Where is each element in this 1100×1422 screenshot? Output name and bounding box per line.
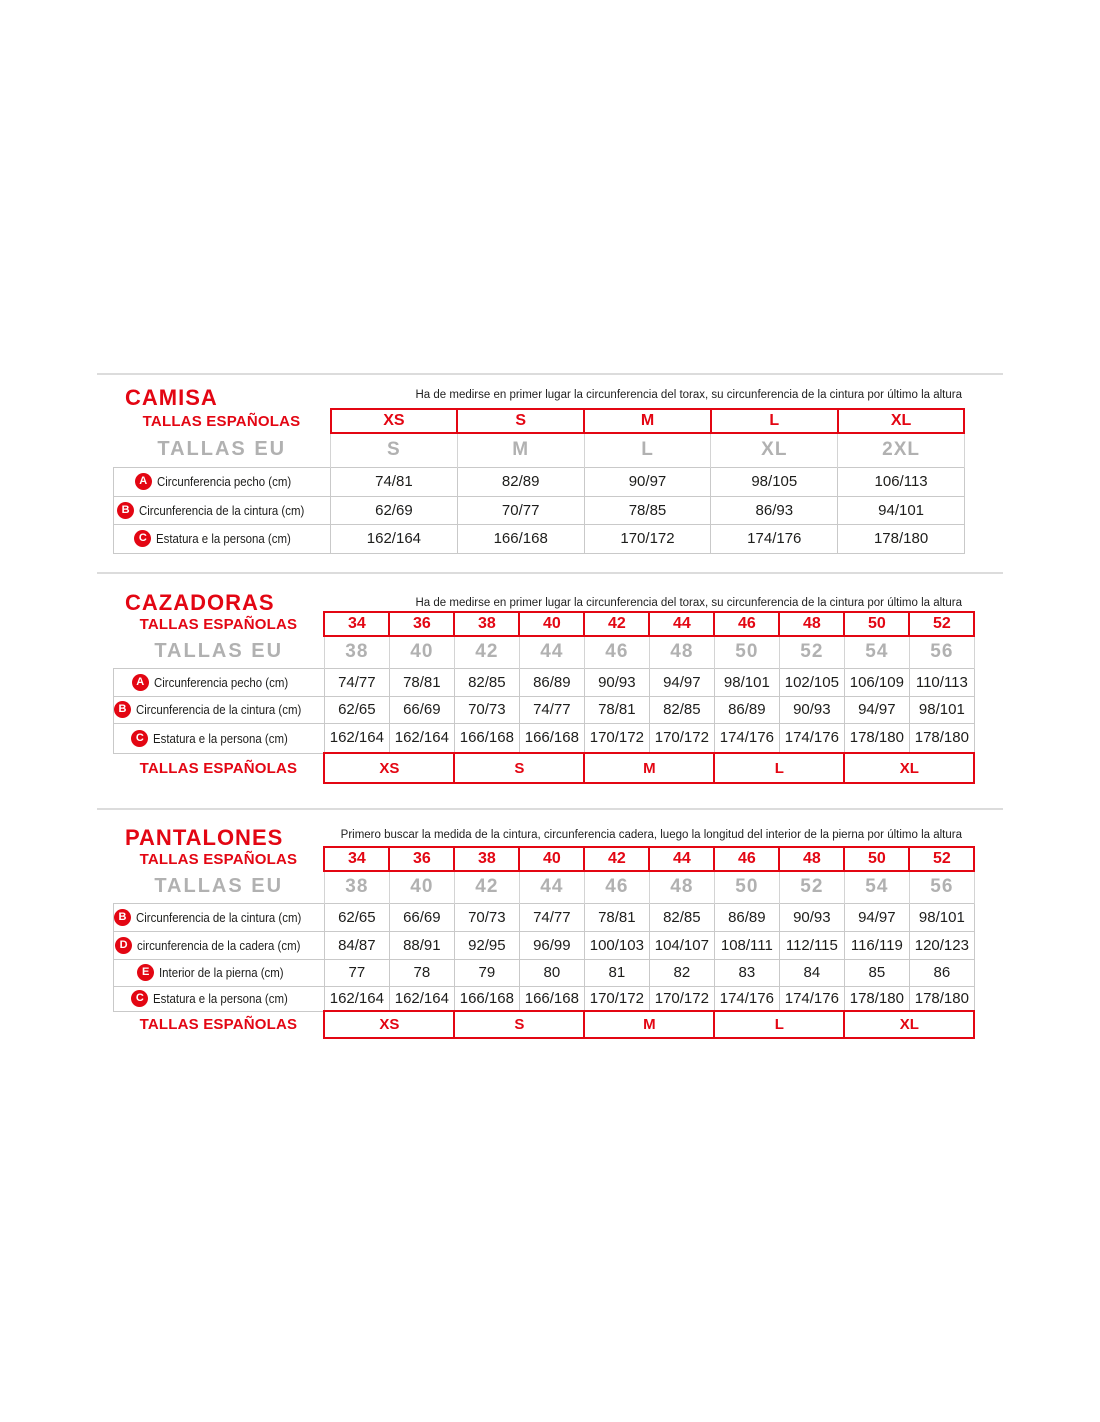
measure-value-cell: 170/172 [584,986,649,1011]
eu-size-cell: 54 [844,636,909,668]
measure-value-cell: 82/85 [454,668,519,696]
measure-row-label [114,903,325,931]
eu-size-cell: 50 [714,871,779,903]
row-letter-icon-b: B [114,909,131,926]
eu-size-cell: 44 [519,636,584,668]
spanish-size-group-cell: S [454,753,584,783]
spanish-size-cell: 52 [909,847,974,871]
spanish-size-group-cell: S [454,1011,584,1038]
eu-size-cell: 38 [324,871,389,903]
measure-value-cell: 94/97 [649,668,714,696]
spanish-size-group-cell: L [714,753,844,783]
row-letter-icon-c: C [131,990,148,1007]
measure-row-label-text: Circunferencia pecho (cm) [153,674,288,690]
eu-size-cell: L [584,433,711,467]
row-letter-icon-a: A [132,674,149,691]
measure-value-cell: 88/91 [389,931,454,959]
spanish-size-cell: 48 [779,612,844,636]
spanish-sizes-header-label: TALLAS ESPAÑOLAS [142,412,301,430]
measure-value-cell: 94/101 [838,496,965,524]
measure-row-label-text: circunferencia de la cadera (cm) [137,937,301,953]
measure-value-cell: 98/101 [909,696,974,723]
measure-value-cell: 82 [649,959,714,986]
measure-value-cell: 74/77 [519,696,584,723]
eu-size-cell: 44 [519,871,584,903]
measure-row-label-text: Circunferencia pecho (cm) [156,474,291,490]
measure-row-label [114,723,325,753]
measure-value-cell: 96/99 [519,931,584,959]
spanish-size-cell: 46 [714,612,779,636]
measure-value-cell: 78/81 [584,696,649,723]
spanish-sizes-header-label: TALLAS ESPAÑOLAS [139,850,298,868]
spanish-sizes-header-label: TALLAS ESPAÑOLAS [139,615,298,633]
measure-value-cell: 92/95 [454,931,519,959]
section-divider-middle [97,572,1003,574]
measure-row-label-text: Estatura e la persona (cm) [156,531,292,547]
eu-size-cell: 42 [454,871,519,903]
measure-value-cell: 62/65 [324,696,389,723]
measure-value-cell: 78/81 [584,903,649,931]
measure-value-cell: 104/107 [649,931,714,959]
spanish-sizes-footer-label: TALLAS ESPAÑOLAS [139,759,298,777]
measure-value-cell: 74/77 [519,903,584,931]
measure-value-cell: 83 [714,959,779,986]
measure-value-cell: 86/89 [714,903,779,931]
measure-value-cell: 78/85 [584,496,711,524]
measure-value-cell: 178/180 [844,986,909,1011]
spanish-size-cell: 48 [779,847,844,871]
measure-row-label [114,986,325,1011]
eu-size-cell: 46 [584,636,649,668]
eu-size-cell: 38 [324,636,389,668]
spanish-size-cell: 38 [454,847,519,871]
spanish-size-cell: 36 [389,847,454,871]
camisa-title: CAMISA [125,385,218,410]
spanish-size-group-cell: XS [324,1011,454,1038]
measure-value-cell: 166/168 [519,986,584,1011]
measure-value-cell: 162/164 [324,986,389,1011]
pantalones-note: Primero buscar la medida de la cintura, circunferencia cadera, luego la longitud del interior de la pierna por último la altura [340,829,962,841]
measure-value-cell: 62/65 [324,903,389,931]
measure-value-cell: 178/180 [909,986,974,1011]
measure-value-cell: 174/176 [714,723,779,753]
measure-value-cell: 70/77 [457,496,584,524]
row-letter-icon-d: D [115,937,132,954]
row-letter-icon-c: C [134,530,151,547]
spanish-size-cell: XS [331,409,458,433]
measure-row-label-text: Circunferencia de la cintura (cm) [139,502,305,518]
spanish-size-cell: L [711,409,838,433]
measure-value-cell: 66/69 [389,903,454,931]
measure-value-cell: 86/93 [711,496,838,524]
measure-value-cell: 80 [519,959,584,986]
measure-value-cell: 162/164 [389,986,454,1011]
measure-value-cell: 78/81 [389,668,454,696]
eu-size-cell: S [331,433,458,467]
measure-row-label-text: Estatura e la persona (cm) [153,991,289,1007]
spanish-size-group-cell: XL [844,1011,974,1038]
spanish-size-group-cell: XL [844,753,974,783]
measure-value-cell: 106/109 [844,668,909,696]
eu-size-cell: 46 [584,871,649,903]
measure-value-cell: 70/73 [454,903,519,931]
measure-value-cell: 166/168 [454,723,519,753]
spanish-size-group-cell: M [584,1011,714,1038]
spanish-size-cell: 34 [324,847,389,871]
measure-value-cell: 74/77 [324,668,389,696]
measure-value-cell: 178/180 [838,524,965,553]
spanish-size-cell: 42 [584,612,649,636]
measure-value-cell: 86 [909,959,974,986]
spanish-size-cell: 46 [714,847,779,871]
measure-row-label [114,524,331,553]
measure-value-cell: 178/180 [909,723,974,753]
spanish-size-cell: XL [838,409,965,433]
measure-value-cell: 162/164 [389,723,454,753]
eu-size-cell: 42 [454,636,519,668]
measure-value-cell: 116/119 [844,931,909,959]
eu-size-cell: 48 [649,871,714,903]
eu-sizes-header-label: TALLAS EU [154,875,284,898]
measure-value-cell: 82/89 [457,467,584,496]
spanish-size-cell: 50 [844,612,909,636]
eu-size-cell: 50 [714,636,779,668]
measure-value-cell: 90/97 [584,467,711,496]
spanish-size-cell: 38 [454,612,519,636]
measure-row-label-text: Estatura e la persona (cm) [153,730,289,746]
row-letter-icon-b: B [114,701,131,718]
measure-value-cell: 84 [779,959,844,986]
measure-row-label [114,931,325,959]
measure-row-label-text: Interior de la pierna (cm) [159,965,284,981]
measure-value-cell: 174/176 [779,986,844,1011]
measure-row-label-text: Circunferencia de la cintura (cm) [136,909,302,925]
measure-row-label [114,467,331,496]
measure-row-label [114,496,331,524]
measure-value-cell: 62/69 [331,496,458,524]
eu-size-cell: 52 [779,636,844,668]
spanish-size-cell: 44 [649,612,714,636]
measure-value-cell: 166/168 [519,723,584,753]
eu-size-cell: 56 [909,871,974,903]
eu-size-cell: 52 [779,871,844,903]
eu-size-cell: XL [711,433,838,467]
row-letter-icon-b: B [117,502,134,519]
measure-value-cell: 90/93 [779,903,844,931]
measure-value-cell: 90/93 [584,668,649,696]
measure-value-cell: 162/164 [331,524,458,553]
spanish-size-cell: 34 [324,612,389,636]
spanish-size-cell: 50 [844,847,909,871]
pantalones-title: PANTALONES [125,825,284,850]
measure-value-cell: 81 [584,959,649,986]
measure-value-cell: 86/89 [519,668,584,696]
measure-value-cell: 78 [389,959,454,986]
eu-sizes-header-label: TALLAS EU [154,640,284,663]
row-letter-icon-a: A [135,473,152,490]
section-divider-top [97,373,1003,375]
measure-value-cell: 79 [454,959,519,986]
measure-value-cell: 94/97 [844,696,909,723]
spanish-size-cell: S [457,409,584,433]
measure-value-cell: 170/172 [649,723,714,753]
cazadoras-table [113,611,975,784]
measure-value-cell: 178/180 [844,723,909,753]
eu-size-cell: 2XL [838,433,965,467]
measure-value-cell: 98/101 [909,903,974,931]
eu-size-cell: M [457,433,584,467]
measure-value-cell: 174/176 [714,986,779,1011]
measure-value-cell: 90/93 [779,696,844,723]
measure-row-label [114,668,325,696]
measure-value-cell: 110/113 [909,668,974,696]
measure-value-cell: 84/87 [324,931,389,959]
measure-row-label [114,696,325,723]
measure-value-cell: 82/85 [649,903,714,931]
measure-value-cell: 77 [324,959,389,986]
eu-size-cell: 54 [844,871,909,903]
measure-value-cell: 98/101 [714,668,779,696]
measure-value-cell: 82/85 [649,696,714,723]
measure-value-cell: 66/69 [389,696,454,723]
measure-row-label-text: Circunferencia de la cintura (cm) [136,702,302,718]
spanish-size-cell: 40 [519,847,584,871]
spanish-size-group-cell: XS [324,753,454,783]
measure-value-cell: 70/73 [454,696,519,723]
measure-value-cell: 174/176 [711,524,838,553]
camisa-table [113,408,965,554]
measure-value-cell: 174/176 [779,723,844,753]
cazadoras-note: Ha de medirse en primer lugar la circunferencia del torax, su circunferencia de la cintura por último la altura [415,597,962,609]
eu-size-cell: 48 [649,636,714,668]
spanish-size-group-cell: L [714,1011,844,1038]
measure-value-cell: 170/172 [584,723,649,753]
row-letter-icon-c: C [131,730,148,747]
section-divider-bottom [97,808,1003,810]
spanish-size-cell: 44 [649,847,714,871]
row-letter-icon-e: E [137,964,154,981]
measure-value-cell: 166/168 [454,986,519,1011]
eu-size-cell: 56 [909,636,974,668]
spanish-size-cell: 52 [909,612,974,636]
measure-value-cell: 86/89 [714,696,779,723]
measure-value-cell: 102/105 [779,668,844,696]
eu-size-cell: 40 [389,871,454,903]
measure-value-cell: 94/97 [844,903,909,931]
measure-row-label [114,959,325,986]
eu-size-cell: 40 [389,636,454,668]
spanish-sizes-footer-label: TALLAS ESPAÑOLAS [139,1016,298,1034]
spanish-size-cell: M [584,409,711,433]
measure-value-cell: 170/172 [584,524,711,553]
measure-value-cell: 120/123 [909,931,974,959]
measure-value-cell: 162/164 [324,723,389,753]
measure-value-cell: 98/105 [711,467,838,496]
measure-value-cell: 112/115 [779,931,844,959]
measure-value-cell: 74/81 [331,467,458,496]
measure-value-cell: 108/111 [714,931,779,959]
pantalones-table [113,846,975,1039]
spanish-size-cell: 42 [584,847,649,871]
measure-value-cell: 106/113 [838,467,965,496]
camisa-note: Ha de medirse en primer lugar la circunferencia del torax, su circunferencia de la cintura por último la altura [415,389,962,401]
measure-value-cell: 170/172 [649,986,714,1011]
spanish-size-cell: 40 [519,612,584,636]
measure-value-cell: 166/168 [457,524,584,553]
measure-value-cell: 100/103 [584,931,649,959]
eu-sizes-header-label: TALLAS EU [157,438,287,461]
spanish-size-group-cell: M [584,753,714,783]
cazadoras-title: CAZADORAS [125,590,275,615]
spanish-size-cell: 36 [389,612,454,636]
measure-value-cell: 85 [844,959,909,986]
